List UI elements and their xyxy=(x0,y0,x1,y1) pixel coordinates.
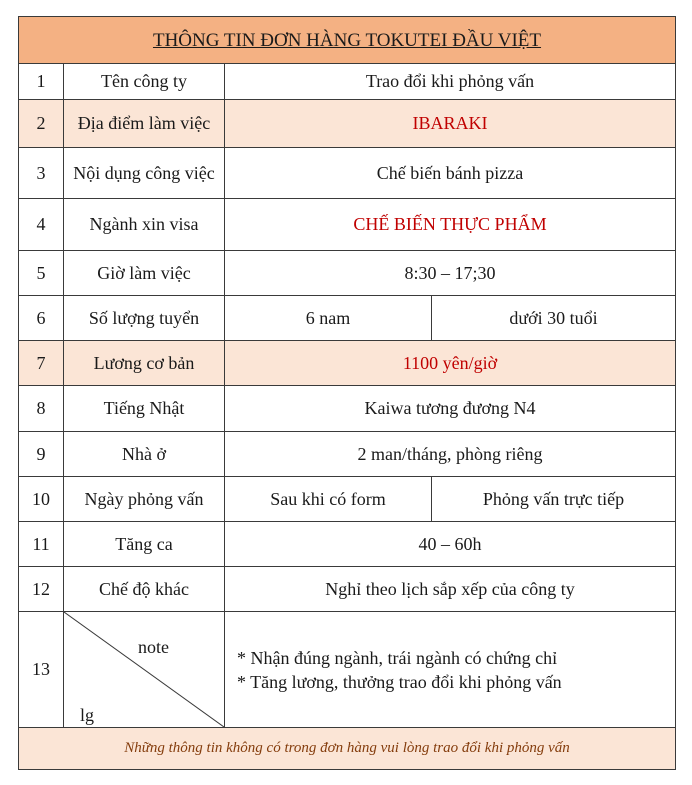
row-value: Trao đổi khi phỏng vấn xyxy=(225,64,676,100)
row-number: 1 xyxy=(19,64,64,100)
row-value: Kaiwa tương đương N4 xyxy=(225,386,676,432)
row-number: 13 xyxy=(19,612,64,728)
row-value: 1100 yên/giờ xyxy=(225,341,676,386)
diagonal-top-label: note xyxy=(138,637,169,657)
row-value-b: dưới 30 tuổi xyxy=(432,296,676,341)
row-number: 10 xyxy=(19,477,64,522)
row-number: 7 xyxy=(19,341,64,386)
row-value: Chế biến bánh pizza xyxy=(225,148,676,199)
row-value: CHẾ BIẾN THỰC PHẨM xyxy=(225,199,676,251)
notes-cell xyxy=(225,612,676,728)
note-line: * Nhận đúng ngành, trái ngành có chứng chỉ xyxy=(237,647,558,668)
table-title: THÔNG TIN ĐƠN HÀNG TOKUTEI ĐẦU VIỆT xyxy=(19,17,676,64)
row-label: Chế độ khác xyxy=(64,567,225,612)
row-label: Ngày phỏng vấn xyxy=(64,477,225,522)
row-label: Nội dụng công việc xyxy=(64,148,225,199)
row-number: 6 xyxy=(19,296,64,341)
order-info-table xyxy=(18,16,676,770)
note-line: * Tăng lương, thưởng trao đổi khi phỏng vấn xyxy=(237,671,562,692)
row-value: IBARAKI xyxy=(225,100,676,148)
row-value: Nghỉ theo lịch sắp xếp của công ty xyxy=(225,567,676,612)
footer-note: Những thông tin không có trong đơn hàng vui lòng trao đổi khi phỏng vấn xyxy=(19,728,676,770)
row-label: Tiếng Nhật xyxy=(64,386,225,432)
row-number: 2 xyxy=(19,100,64,148)
row-value-b: Phỏng vấn trực tiếp xyxy=(432,477,676,522)
row-value: 8:30 – 17;30 xyxy=(225,251,676,296)
row-value: 2 man/tháng, phòng riêng xyxy=(225,432,676,477)
row-number: 3 xyxy=(19,148,64,199)
row-label: Số lượng tuyển xyxy=(64,296,225,341)
row-value-a: Sau khi có form xyxy=(225,477,432,522)
row-value-a: 6 nam xyxy=(225,296,432,341)
row-number: 11 xyxy=(19,522,64,567)
row-value: 40 – 60h xyxy=(225,522,676,567)
row-number: 9 xyxy=(19,432,64,477)
row-number: 4 xyxy=(19,199,64,251)
row-label: Giờ làm việc xyxy=(64,251,225,296)
row-label: Tên công ty xyxy=(64,64,225,100)
row-number: 8 xyxy=(19,386,64,432)
diagonal-bottom-label: lg xyxy=(80,705,95,725)
row-number: 12 xyxy=(19,567,64,612)
row-number: 5 xyxy=(19,251,64,296)
diagonal-cell xyxy=(64,612,225,728)
row-label: Ngành xin visa xyxy=(64,199,225,251)
row-label: Tăng ca xyxy=(64,522,225,567)
row-label: Lương cơ bản xyxy=(64,341,225,386)
row-label: Địa điểm làm việc xyxy=(64,100,225,148)
row-label: Nhà ở xyxy=(64,432,225,477)
